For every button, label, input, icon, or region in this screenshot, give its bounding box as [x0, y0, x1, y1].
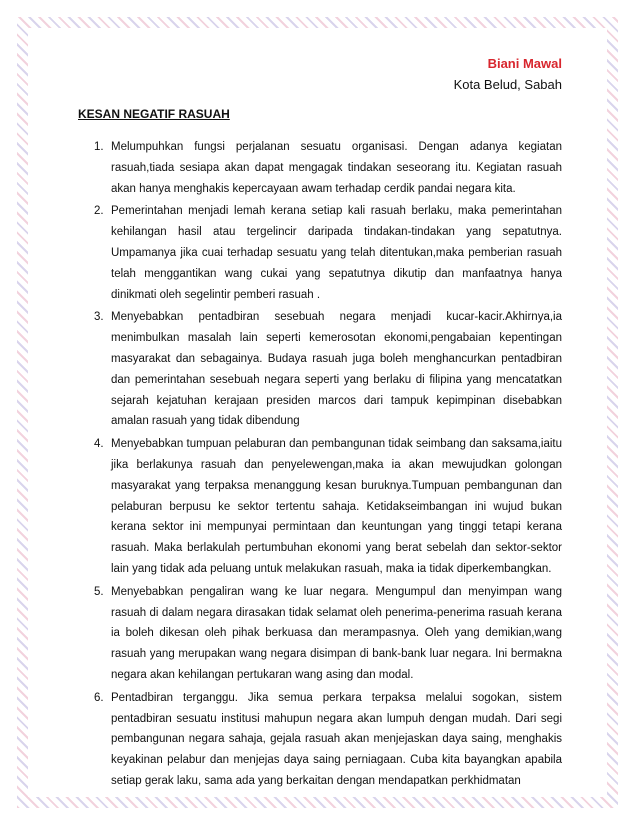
list-item-number: 5.	[94, 585, 104, 598]
list-item	[78, 137, 562, 199]
list-item-text: Pemerintahan menjadi lemah kerana setiap kali rasuah berlaku, maka pemerintahan kehilangan hasil atau tergelincir daripada tindakan-tindakan yang sepatutnya. Umpamanya jika cuai terhadap sesuatu yang telah ditentukan,maka pemberian rasuah telah menggantikan wang cukai yang sepatutnya dikutip dan manfaatnya hanya dinikmati oleh segelintir pemberi rasuah .	[111, 205, 562, 301]
list-item-number: 1.	[94, 141, 104, 153]
author-name: Biani Mawal	[487, 56, 562, 71]
list-item-number: 3.	[94, 311, 104, 324]
list-item-number: 6.	[94, 691, 104, 704]
list-item-text: Pentadbiran terganggu. Jika semua perkara terpaksa melalui sogokan, sistem pentadbiran sesuatu institusi mahupun negara akan lumpuh dengan mudah. Dari segi pembangunan negara sahaja, gejala rasuah akan menjejaskan daya saing, menghakis keyakinan pelabur dan menjejas daya saing perniagaan. Cuba kita bayangkan apabila setiap gerak laku, sama ada yang berkaitan dengan mendapatkan perkhidmatan	[111, 691, 562, 787]
list-item-text: Menyebabkan pengaliran wang ke luar negara. Mengumpul dan menyimpan wang rasuah di dalam negara dirasakan tidak selamat oleh penerima-penerima rasuah kerana ia boleh dikesan oleh pihak berkuasa dan merampasnya. Oleh yang demikian,wang rasuah yang merupakan wang negara disimpan di bank-bank luar negara. Ini bermakna negara akan kehilangan pertukaran wang asing dan modal.	[111, 585, 562, 681]
list-item-text: Melumpuhkan fungsi perjalanan sesuatu organisasi. Dengan adanya kegiatan rasuah,tiada sesiapa akan dapat mengagak tindakan seseorang itu. Kegiatan rasuah akan hanya menghakis kepercayaan awam terhadap cerdik pandai negara kita.	[111, 141, 562, 195]
list-item-number: 4.	[94, 438, 104, 451]
negative-effects-list	[78, 137, 562, 792]
list-item-number: 2.	[94, 205, 104, 218]
list-item	[78, 688, 562, 792]
list-item	[78, 201, 562, 305]
list-item-text: Menyebabkan pentadbiran sesebuah negara menjadi kucar-kacir.Akhirnya,ia menimbulkan masalah lain seperti kemerosotan ekonomi,pengabaian kepentingan masyarakat dan sebagainya. Budaya rasuah juga boleh menghancurkan pentadbiran dan pemerintahan sesebuah negara seperti yang berlaku di filipina yang mencatatkan sejarah kejatuhan kerajaan presiden marcos dari tampuk kepimpinan disebabkan amalan rasuah yang tidak dibendung	[111, 311, 562, 428]
list-item	[78, 434, 562, 580]
author-location: Kota Belud, Sabah	[453, 77, 562, 92]
author-block	[78, 53, 562, 95]
list-item	[78, 307, 562, 432]
section-title: KESAN NEGATIF RASUAH	[78, 107, 230, 121]
list-item-text: Menyebabkan tumpuan pelaburan dan pembangunan tidak seimbang dan saksama,iaitu jika berlakunya rasuah dan penyelewengan,maka ia akan mewujudkan golongan masyarakat yang terpaksa menanggung kesan buruknya.Tumpuan pembangunan dan pelaburan berpusu ke sektor tertentu sahaja. Ketidakseimbangan ini wujud bukan kerana sektor ini mempunyai permintaan dan keuntungan yang tinggi tetapi kerana rasuah. Maka berlakulah pertumbuhan ekonomi yang berat sebelah dan sektor-sektor lain yang tidak ada peluang untuk melakukan rasuah, maka ia tidak diperkembangkan.	[111, 438, 562, 575]
list-item	[78, 582, 562, 686]
document-content	[78, 53, 562, 794]
